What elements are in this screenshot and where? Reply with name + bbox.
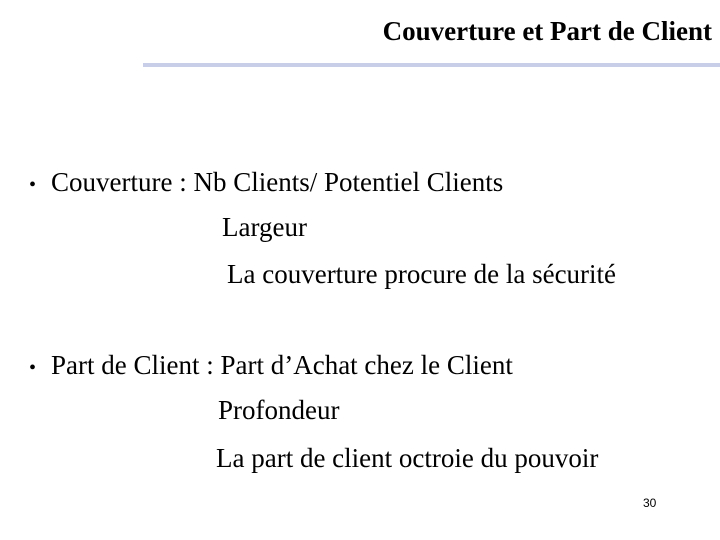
sub-item-largeur: Largeur (222, 212, 307, 242)
slide-title: Couverture et Part de Client (382, 16, 712, 46)
bullet-marker: • (29, 173, 37, 196)
bullet-marker: • (29, 356, 37, 379)
bullet-text: Part de Client : Part d’Achat chez le Client (51, 350, 513, 380)
title-underline (143, 63, 720, 67)
sub-item-pouvoir: La part de client octroie du pouvoir (216, 443, 599, 473)
sub-item-securite: La couverture procure de la sécurité (227, 259, 617, 289)
bullet-part-de-client (29, 349, 513, 384)
bullet-text: Couverture : Nb Clients/ Potentiel Clients (51, 167, 504, 197)
page-number: 30 (643, 496, 657, 510)
sub-item-profondeur: Profondeur (218, 395, 340, 425)
bullet-couverture (29, 166, 503, 201)
